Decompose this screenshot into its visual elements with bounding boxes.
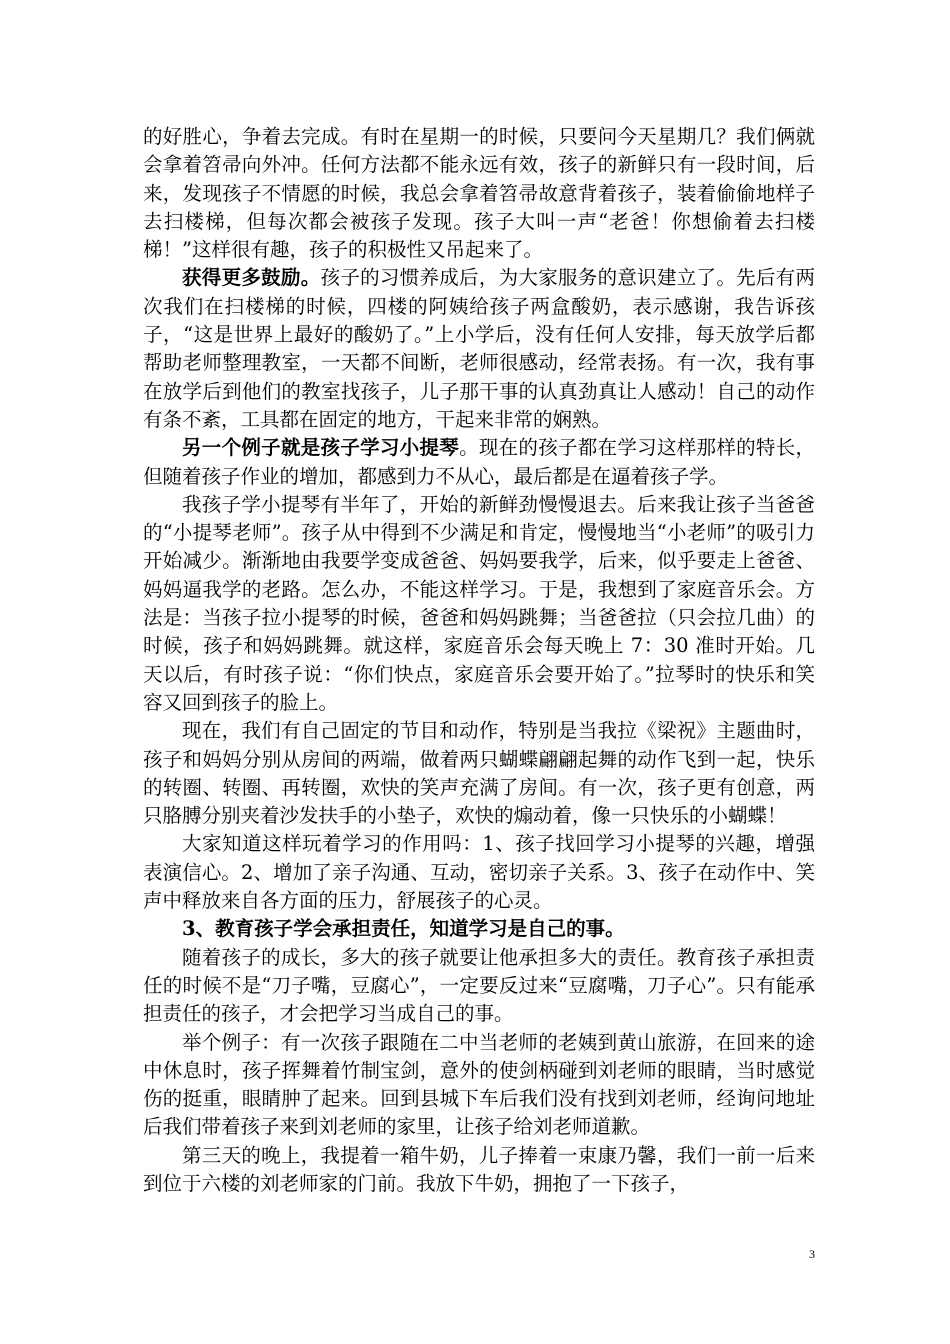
paragraph-2-text: 孩子的习惯养成后，为大家服务的意识建立了。先后有两次我们在扫楼梯的时候，四楼的阿姨给孩子两盒酸奶，表示感谢，我告诉孩子，“这是世界上最好的酸奶了。”上小学后，没有任何人安排，每天放学后都帮助老师整理教室，一天都不间断，老师很感动，经常表扬。有一次，我有事在放学后到他们的教室找孩子，儿子那干事的认真劲真让人感动！自己的动作有条不紊，工具都在固定的地方，干起来非常的娴熟。 [143,266,815,431]
document-body [143,123,815,1198]
page-number: 3 [809,1247,815,1261]
paragraph-1 [143,123,815,264]
paragraph-8 [143,944,815,1029]
paragraph-9 [143,1029,815,1142]
paragraph-3 [143,434,815,491]
section-heading-text: 3、教育孩子学会承担责任，知道学习是自己的事。 [182,917,625,941]
paragraph-6-text: 大家知道这样玩着学习的作用吗：1、孩子找回学习小提琴的兴趣，增强表演信心。2、增加了亲子沟通、互动，密切亲子关系。3、孩子在动作中、笑声中释放来自各方面的压力，舒展孩子的心灵。 [143,832,815,913]
paragraph-4-text: 我孩子学小提琴有半年了，开始的新鲜劲慢慢退去。后来我让孩子当爸爸的“小提琴老师”。孩子从中得到不少满足和肯定，慢慢地当“小老师”的吸引力开始减少。渐渐地由我要学变成爸爸、妈妈要我学，后来，似乎要走上爸爸、妈妈逼我学的老路。怎么办，不能这样学习。于是，我想到了家庭音乐会。方法是：当孩子拉小提琴的时候，爸爸和妈妈跳舞；当爸爸拉（只会拉几曲）的时候，孩子和妈妈跳舞。就这样，家庭音乐会每天晚上 7：30 准时开始。几天以后，有时孩子说：“你们快点，家庭音乐会要开始了。”拉琴时的快乐和笑容又回到孩子的脸上。 [143,492,815,714]
paragraph-5-text: 现在，我们有自己固定的节目和动作，特别是当我拉《梁祝》主题曲时，孩子和妈妈分别从房间的两端，做着两只蝴蝶翩翩起舞的动作飞到一起，快乐的转圈、转圈、再转圈，欢快的笑声充满了房间。有一次，孩子更有创意，两只胳膊分别夹着沙发扶手的小垫子，欢快的煽动着，像一只快乐的小蝴蝶！ [143,719,815,828]
paragraph-3-text: 。现在的孩子都在学习这样那样的特长，但随着孩子作业的增加，都感到力不从心，最后都是在逼着孩子学。 [143,436,815,488]
paragraph-1-text: 的好胜心，争着去完成。有时在星期一的时候，只要问今天星期几？我们俩就会拿着笤帚向外冲。任何方法都不能永远有效，孩子的新鲜只有一段时间，后来，发现孩子不情愿的时候，我总会拿着笤帚故意背着孩子，装着偷偷地样子去扫楼梯，但每次都会被孩子发现。孩子大叫一声“老爸！你想偷着去扫楼梯！”这样很有趣，孩子的积极性又吊起来了。 [143,125,815,262]
section-heading [143,915,815,943]
paragraph-10 [143,1142,815,1199]
paragraph-9-text: 举个例子：有一次孩子跟随在二中当老师的老姨到黄山旅游，在回来的途中休息时，孩子挥舞着竹制宝剑，意外的使剑柄碰到刘老师的眼睛，当时感觉伤的挺重，眼睛肿了起来。回到县城下车后我们没有找到刘老师，经询问地址后我们带着孩子来到刘老师的家里，让孩子给刘老师道歉。 [143,1030,815,1139]
paragraph-10-text: 第三天的晚上，我提着一箱牛奶，儿子捧着一束康乃馨，我们一前一后来到位于六楼的刘老师家的门前。我放下牛奶，拥抱了一下孩子， [143,1143,815,1195]
paragraph-6 [143,830,815,915]
paragraph-2 [143,264,815,434]
paragraph-8-text: 随着孩子的成长，多大的孩子就要让他承担多大的责任。教育孩子承担责任的时候不是“刀子嘴，豆腐心”，一定要反过来“豆腐嘴，刀子心”。只有能承担责任的孩子，才会把学习当成自己的事。 [143,945,815,1026]
paragraph-5 [143,717,815,830]
paragraph-2-lead: 获得更多鼓励。 [182,266,321,290]
paragraph-3-lead: 另一个例子就是孩子学习小提琴 [182,436,460,460]
paragraph-4 [143,491,815,717]
